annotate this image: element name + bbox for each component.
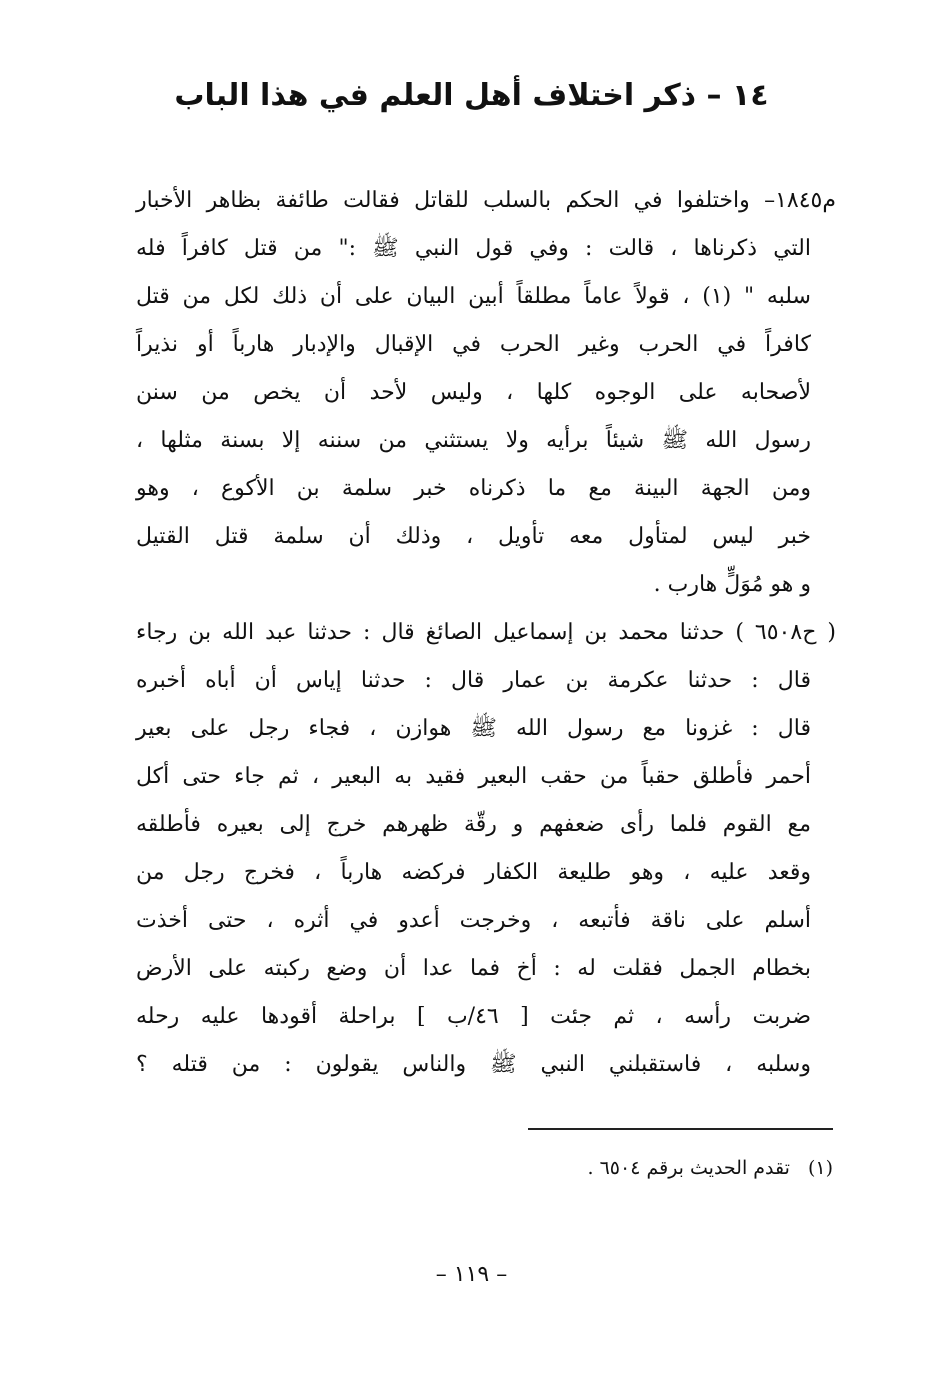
paragraph-1-line-6: رسول الله ﷺ شيئاً برأيه ولا يستثني من سننه إلا بسنة مثلها ، bbox=[136, 428, 811, 453]
paragraph-2-line-3: قال : غزونا مع رسول الله ﷺ هوازن ، فجاء رجل على بعير bbox=[136, 716, 811, 741]
paragraph-1-line-8: خبر ليس لمتأول معه تأويل ، وذلك أن سلمة قتل القتيل bbox=[136, 524, 811, 549]
paragraph-2-line-9: ضربت رأسه ، ثم جئت [ ٤٦/ب ] براحلة أقودها عليه رحله bbox=[136, 1004, 811, 1029]
paragraph-2-line-1: ( ح٦٥٠٨ ) حدثنا محمد بن إسماعيل الصائغ قال : حدثنا عبد الله بن رجاء bbox=[136, 620, 836, 645]
paragraph-1-line-2: التي ذكرناها ، قالت : وفي قول النبي ﷺ :" من قتل كافراً فله bbox=[136, 236, 811, 261]
paragraph-1-line-5: لأصحابه على الوجوه كلها ، وليس لأحد أن يخص من سنن bbox=[136, 380, 811, 405]
paragraph-2-line-10: وسلبه ، فاستقبلني النبي ﷺ والناس يقولون : من قتله ؟ bbox=[136, 1052, 811, 1077]
paragraph-1-line-4: كافراً في الحرب وغير الحرب في الإقبال والإدبار هارباً أو نذيراً bbox=[136, 332, 811, 357]
footnote-marker: (١) bbox=[807, 1157, 833, 1179]
paragraph-1-line-3: سلبه " (١) ، قولاً عاماً مطلقاً أبين البيان على أن ذلك لكل من قتل bbox=[136, 284, 811, 309]
paragraph-2-line-4: أحمر فأطلق حقباً من حقب البعير فقيد به البعير ، ثم جاء حتى أكل bbox=[136, 764, 811, 789]
paragraph-1-line-1: م١٨٤٥– واختلفوا في الحكم بالسلب للقاتل فقالت طائفة بظاهر الأخبار bbox=[136, 188, 836, 213]
paragraph-2-line-8: بخطام الجمل فقلت له : أخ فما عدا أن وضع ركبته على الأرض bbox=[136, 956, 811, 981]
section-heading: ١٤ – ذكر اختلاف أهل العلم في هذا الباب bbox=[174, 78, 769, 113]
paragraph-2-line-5: مع القوم فلما رأى ضعفهم و رقّة ظهرهم خرج إلى بعيره فأطلقه bbox=[136, 812, 811, 837]
paragraph-1-line-7: ومن الجهة البينة مع ما ذكرناه خبر سلمة بن الأكوع ، وهو bbox=[136, 476, 811, 501]
footnote-divider bbox=[528, 1128, 833, 1130]
footnote bbox=[588, 1155, 834, 1181]
paragraph-2-line-2: قال : حدثنا عكرمة بن عمار قال : حدثنا إياس أن أباه أخبره bbox=[136, 668, 811, 693]
page-number: – ١١٩ – bbox=[435, 1262, 508, 1287]
paragraph-2-line-6: وقعد عليه ، وهو طليعة الكفار فركضه هارباً ، فخرج رجل من bbox=[136, 860, 811, 885]
paragraph-2-line-7: أسلم على ناقة فأتبعه ، وخرجت أعدو في أثره ، حتى أخذت bbox=[136, 908, 811, 933]
footnote-text: تقدم الحديث برقم ٦٥٠٤ . bbox=[587, 1157, 790, 1179]
paragraph-1-line-9: و هو مُوَلٍّ هارب . bbox=[653, 572, 811, 597]
